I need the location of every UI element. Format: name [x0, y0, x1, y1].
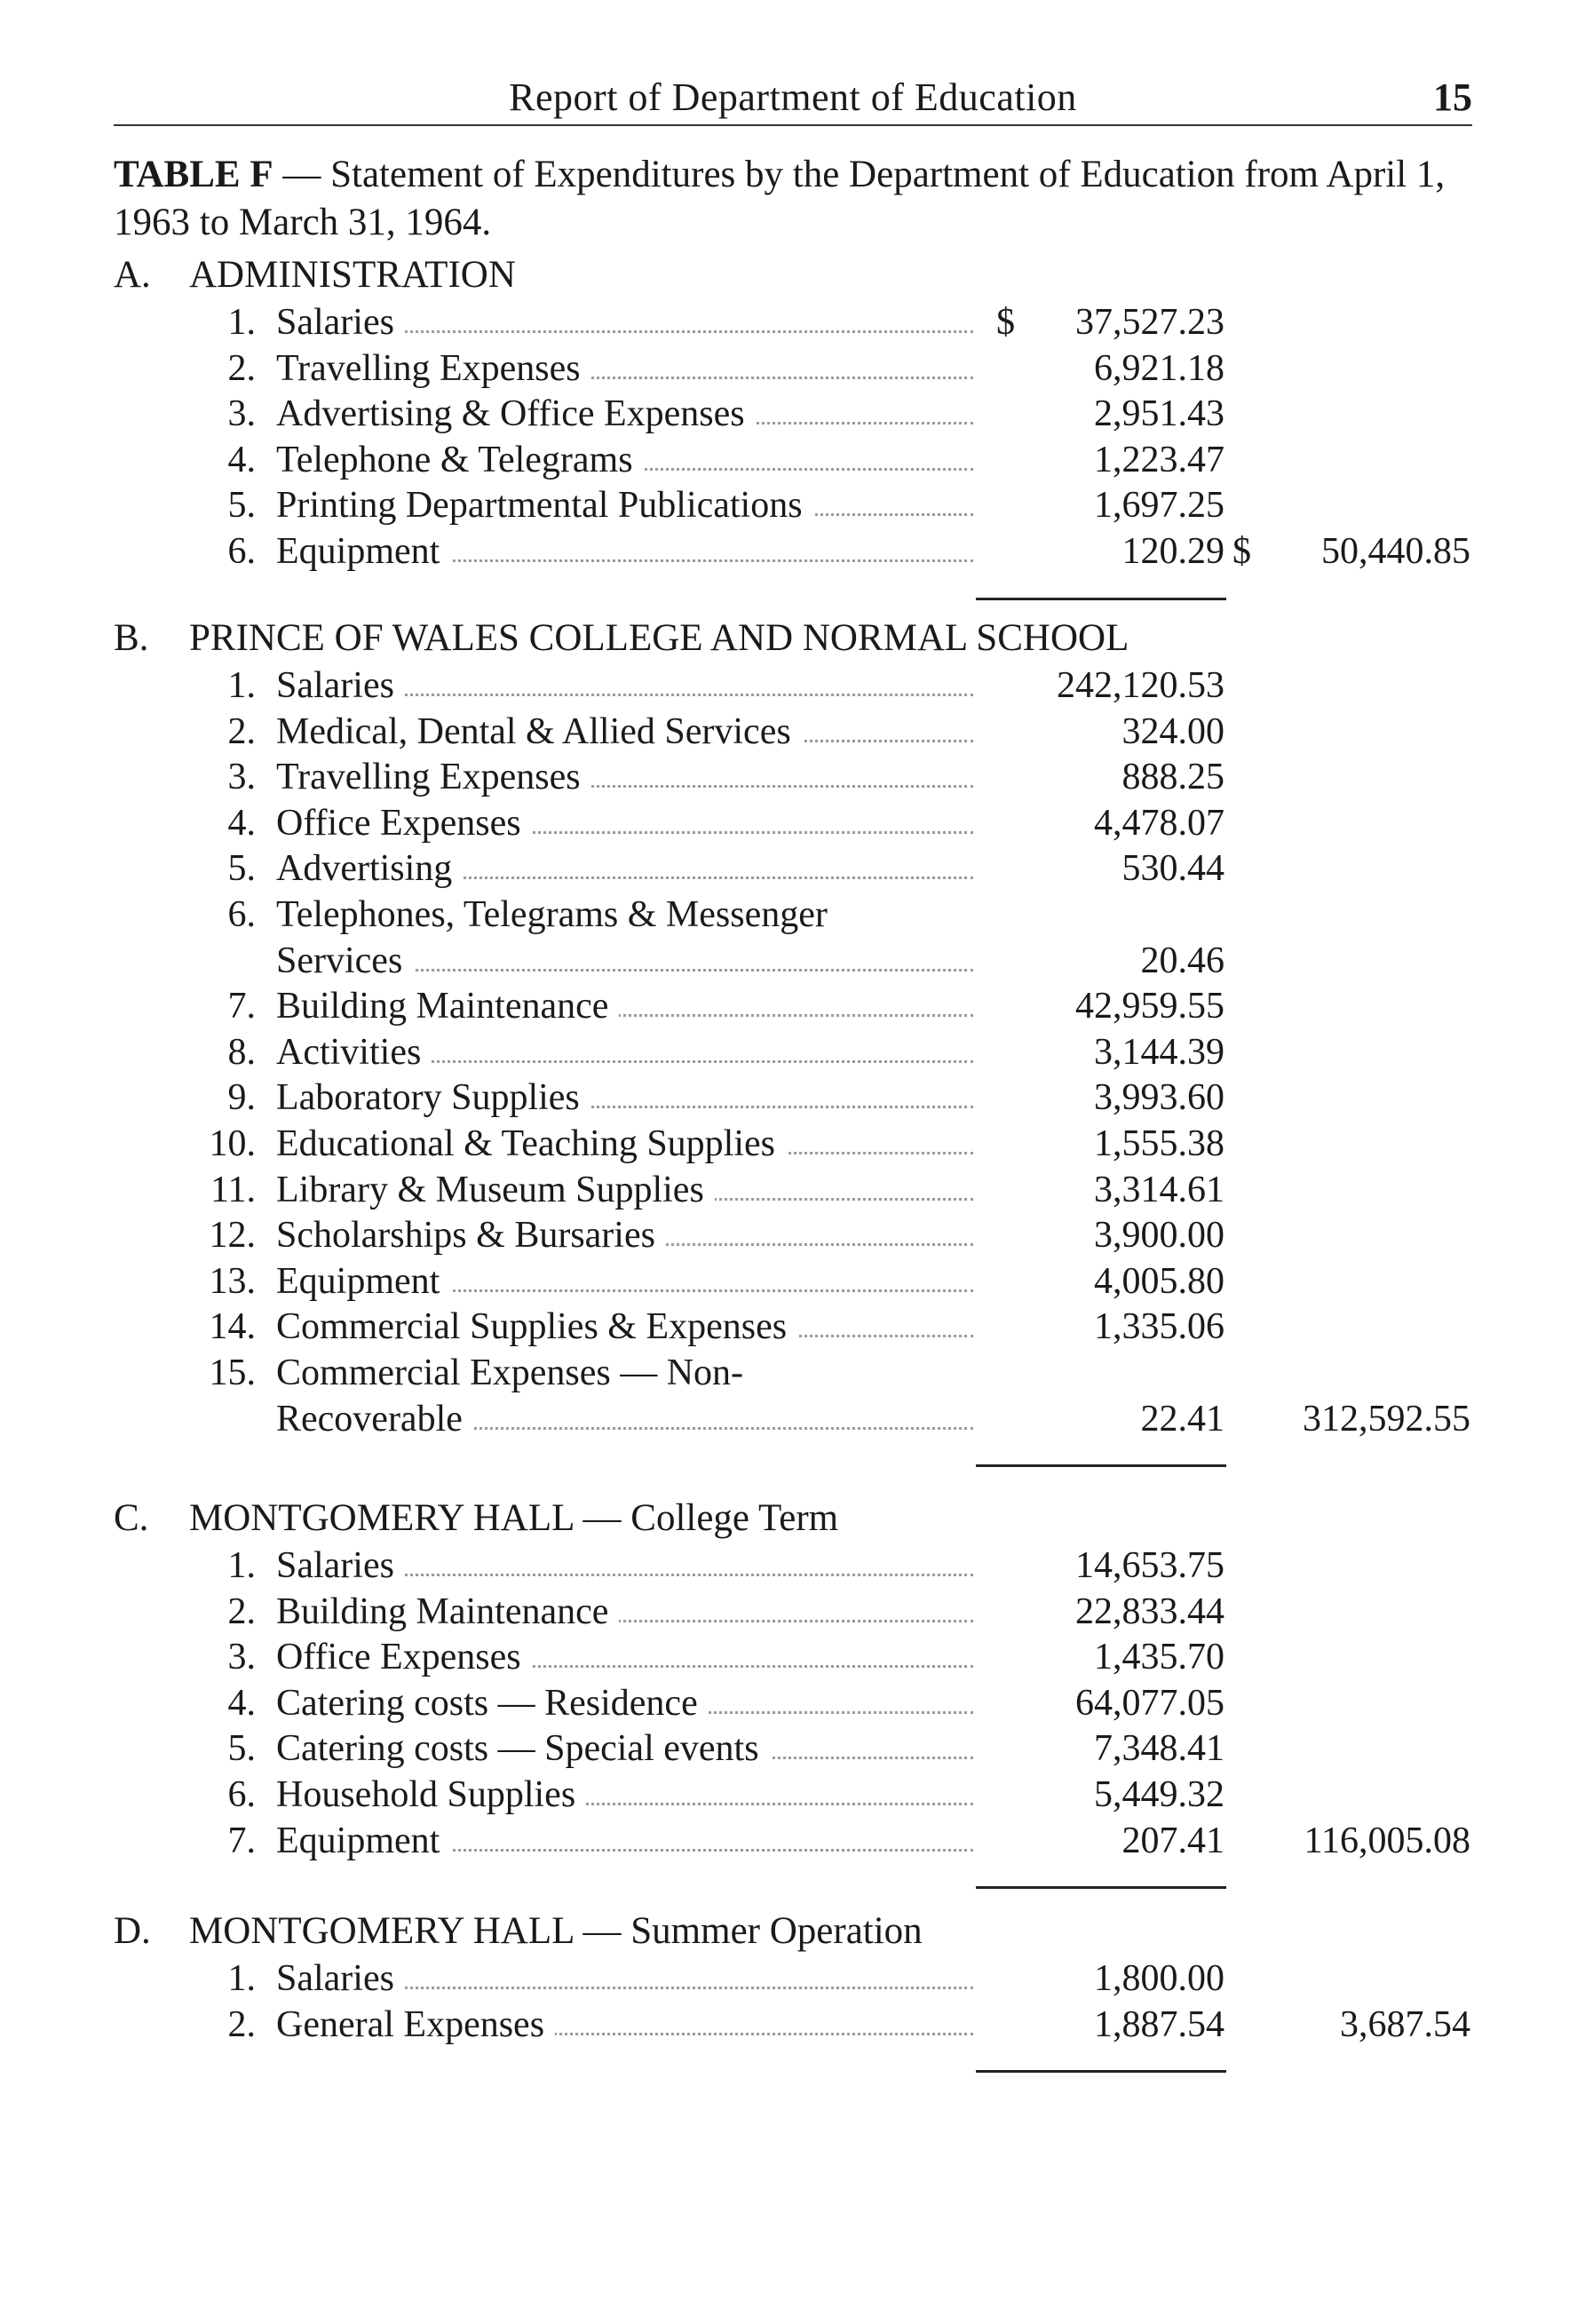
line-item [0, 299, 1577, 345]
item-label-leader [276, 1634, 973, 1680]
item-amount: 6,921.18 [1094, 347, 1224, 389]
item-number: 8. [227, 1031, 256, 1073]
item-label: Activities [276, 1032, 432, 1073]
item-amount: 37,527.23 [1075, 302, 1224, 343]
item-number: 7. [227, 1820, 256, 1861]
item-label: Services [276, 940, 413, 981]
item-number: 1. [227, 665, 256, 706]
item-number: 3. [227, 1637, 256, 1678]
line-item [0, 1304, 1577, 1350]
item-label-leader [276, 983, 973, 1029]
line-item [0, 754, 1577, 800]
item-number: 6. [227, 1774, 256, 1815]
item-number: 14. [209, 1306, 256, 1348]
section-title: PRINCE OF WALES COLLEGE AND NORMAL SCHOOL [189, 617, 1129, 659]
item-label: Travelling Expenses [276, 757, 591, 797]
page-number: 15 [1433, 75, 1472, 119]
item-amount: 2,951.43 [1094, 393, 1224, 435]
item-label: Catering costs — Special events [276, 1728, 770, 1769]
item-label: Salaries [276, 665, 405, 706]
running-title: Report of Department of Education [509, 75, 1077, 119]
item-number: 5. [227, 485, 256, 527]
item-amount: 3,314.61 [1094, 1169, 1224, 1210]
item-amount: 5,449.32 [1094, 1774, 1224, 1815]
line-item [0, 1772, 1577, 1818]
item-number: 3. [227, 393, 256, 435]
item-label-leader [276, 528, 973, 575]
line-item [0, 1543, 1577, 1589]
item-amount: 4,478.07 [1094, 802, 1224, 844]
item-label: Building Maintenance [276, 986, 619, 1027]
item-label-leader [276, 1258, 973, 1305]
line-item-continued [0, 1350, 1577, 1396]
item-label-leader [276, 1772, 973, 1818]
item-amount: 120.29 [1121, 531, 1224, 572]
line-item [0, 345, 1577, 392]
item-label-leader [276, 845, 973, 892]
section-letter: A. [114, 254, 151, 296]
line-item [0, 437, 1577, 483]
item-number: 1. [227, 302, 256, 343]
item-label-leader [276, 1725, 973, 1772]
dollar-sign: $ [996, 302, 1015, 343]
section-letter: C. [114, 1497, 149, 1539]
line-item [0, 662, 1577, 709]
item-label: Educational & Teaching Supplies [276, 1123, 786, 1164]
line-item [0, 1725, 1577, 1772]
item-number: 13. [209, 1260, 256, 1302]
item-label-leader [276, 709, 973, 755]
item-amount: 1,335.06 [1094, 1306, 1224, 1348]
line-item [0, 1212, 1577, 1258]
item-amount: 20.46 [1140, 940, 1224, 981]
item-label-leader [276, 2002, 973, 2048]
section-letter: B. [114, 617, 149, 659]
subtotal-rule [976, 598, 1226, 600]
caption-text: Statement of Expenditures by the Department of Education from April 1, 1963 to March 31, 1964. [114, 154, 1446, 243]
item-amount: 1,223.47 [1094, 439, 1224, 480]
table-label: TABLE F [114, 154, 273, 195]
line-item [0, 391, 1577, 437]
item-number: 15. [209, 1352, 256, 1393]
item-label: Equipment [276, 1820, 450, 1861]
line-item [0, 1396, 1577, 1442]
section-title: MONTGOMERY HALL — Summer Operation [189, 1910, 923, 1952]
line-item [0, 938, 1577, 984]
item-label-leader [276, 1121, 973, 1167]
item-label: Salaries [276, 1545, 405, 1586]
item-label: Catering costs — Residence [276, 1683, 709, 1724]
item-amount: 1,555.38 [1094, 1123, 1224, 1164]
item-amount: 22.41 [1140, 1398, 1224, 1440]
item-label: Laboratory Supplies [276, 1077, 590, 1118]
item-label-leader [276, 1167, 973, 1213]
item-label: Salaries [276, 1958, 405, 1999]
line-item [0, 1955, 1577, 2002]
table-caption [114, 151, 1481, 247]
line-item [0, 1258, 1577, 1305]
item-label: Household Supplies [276, 1774, 586, 1815]
line-item [0, 1589, 1577, 1635]
item-amount: 7,348.41 [1094, 1728, 1224, 1770]
dollar-sign: $ [1232, 531, 1251, 572]
item-label: Advertising & Office Expenses [276, 393, 756, 434]
item-amount: 22,833.44 [1075, 1590, 1224, 1632]
item-label-leader [276, 1075, 973, 1121]
item-number: 4. [227, 802, 256, 844]
item-label-leader [276, 1212, 973, 1258]
item-number: 3. [227, 757, 256, 798]
item-label: Recoverable [276, 1399, 473, 1440]
subtotal-rule [976, 2070, 1226, 2073]
item-amount: 530.44 [1121, 848, 1224, 890]
item-number: 1. [227, 1958, 256, 1999]
item-number: 2. [227, 2003, 256, 2045]
running-header [114, 69, 1472, 126]
item-amount: 3,993.60 [1094, 1077, 1224, 1119]
line-item [0, 2002, 1577, 2048]
line-item [0, 1680, 1577, 1726]
item-amount: 4,005.80 [1094, 1260, 1224, 1302]
item-label-leader [276, 482, 973, 528]
item-amount: 1,435.70 [1094, 1637, 1224, 1678]
line-item [0, 1818, 1577, 1864]
item-label: Printing Departmental Publications [276, 485, 813, 526]
item-number: 10. [209, 1123, 256, 1164]
item-number: 4. [227, 1682, 256, 1724]
item-number: 5. [227, 1728, 256, 1770]
line-item [0, 1634, 1577, 1680]
item-label: Office Expenses [276, 1637, 532, 1678]
line-item [0, 983, 1577, 1029]
item-label: Equipment [276, 531, 450, 572]
item-label: Office Expenses [276, 803, 532, 844]
item-amount: 1,887.54 [1094, 2003, 1224, 2045]
section-title: ADMINISTRATION [189, 254, 516, 296]
item-label-leader [276, 1029, 973, 1075]
item-label-leader [276, 662, 973, 709]
item-label: Medical, Dental & Allied Services [276, 711, 802, 752]
item-number: 1. [227, 1545, 256, 1586]
item-amount: 1,697.25 [1094, 485, 1224, 527]
item-label-leader [276, 1589, 973, 1635]
item-label: Salaries [276, 302, 405, 343]
item-label-leader [276, 1818, 973, 1864]
item-label: Travelling Expenses [276, 348, 591, 389]
item-number: 7. [227, 986, 256, 1027]
item-label: Telephones, Telegrams & Messenger [276, 894, 828, 935]
item-number: 11. [210, 1169, 256, 1210]
item-label-leader [276, 1955, 973, 2002]
item-amount: 888.25 [1121, 757, 1224, 798]
item-amount: 3,900.00 [1094, 1215, 1224, 1257]
item-number: 6. [227, 531, 256, 572]
line-item [0, 709, 1577, 755]
item-label: Building Maintenance [276, 1591, 619, 1632]
item-label-leader [276, 345, 973, 392]
section-total: 50,440.85 [1321, 531, 1470, 572]
item-label: Scholarships & Bursaries [276, 1215, 666, 1256]
line-item [0, 1075, 1577, 1121]
item-number: 5. [227, 848, 256, 890]
item-amount: 207.41 [1121, 1820, 1224, 1861]
item-label-leader [276, 1396, 973, 1442]
item-amount: 64,077.05 [1075, 1682, 1224, 1724]
line-item [0, 1121, 1577, 1167]
item-label-leader [276, 391, 973, 437]
item-label: Commercial Expenses — Non- [276, 1352, 744, 1393]
section-title: MONTGOMERY HALL — College Term [189, 1497, 839, 1539]
section-total: 312,592.55 [1303, 1398, 1470, 1440]
item-amount: 42,959.55 [1075, 986, 1224, 1027]
item-number: 4. [227, 439, 256, 480]
item-amount: 1,800.00 [1094, 1958, 1224, 1999]
item-label-leader [276, 800, 973, 846]
line-item [0, 528, 1577, 575]
item-number: 9. [227, 1077, 256, 1119]
item-amount: 324.00 [1121, 710, 1224, 752]
item-label-leader [276, 437, 973, 483]
item-label: Advertising [276, 848, 463, 889]
item-label-leader [276, 754, 973, 800]
section-total: 3,687.54 [1340, 2003, 1470, 2045]
line-item [0, 482, 1577, 528]
item-number: 12. [209, 1215, 256, 1257]
item-label-leader [276, 1304, 973, 1350]
item-label-leader [276, 938, 973, 984]
subtotal-rule [976, 1464, 1226, 1467]
item-label: Equipment [276, 1261, 450, 1302]
item-number: 2. [227, 347, 256, 389]
item-amount: 242,120.53 [1057, 665, 1224, 706]
line-item [0, 1029, 1577, 1075]
item-amount: 14,653.75 [1075, 1545, 1224, 1586]
subtotal-rule [976, 1886, 1226, 1889]
section-letter: D. [114, 1910, 151, 1952]
item-label: General Expenses [276, 2004, 555, 2045]
item-amount: 3,144.39 [1094, 1031, 1224, 1073]
line-item [0, 1167, 1577, 1213]
caption-dash: — [273, 154, 331, 195]
line-item [0, 845, 1577, 892]
item-label-leader [276, 299, 973, 345]
line-item [0, 800, 1577, 846]
section-total: 116,005.08 [1304, 1820, 1470, 1861]
item-label: Telephone & Telegrams [276, 440, 644, 480]
item-label: Library & Museum Supplies [276, 1170, 715, 1210]
item-label-leader [276, 1680, 973, 1726]
item-number: 6. [227, 894, 256, 935]
item-number: 2. [227, 710, 256, 752]
item-label-leader [276, 1543, 973, 1589]
item-label: Commercial Supplies & Expenses [276, 1306, 797, 1347]
item-number: 2. [227, 1590, 256, 1632]
line-item-continued [0, 892, 1577, 938]
